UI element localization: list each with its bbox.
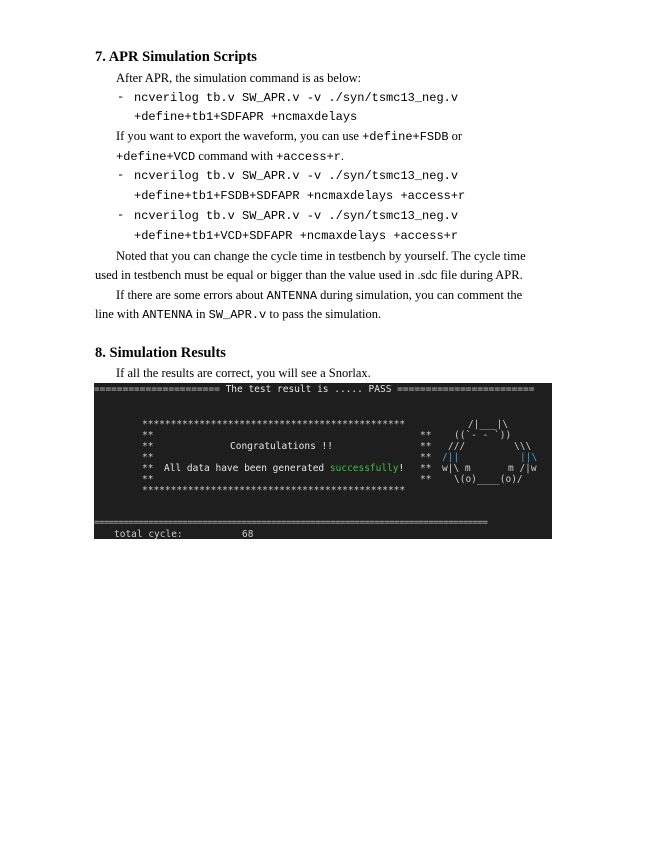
successfully-word: successfully xyxy=(329,463,399,474)
all-data-message xyxy=(164,463,404,474)
antenna-code-1: ANTENNA xyxy=(266,289,318,303)
antenna-paragraph-line-2 xyxy=(95,306,381,323)
section-8-heading: 8. Simulation Results xyxy=(95,345,226,361)
export-code-vcd: +define+VCD xyxy=(116,150,196,164)
total-cycle-value: 68 xyxy=(242,529,254,539)
section-7-heading: 7. APR Simulation Scripts xyxy=(95,49,257,65)
snorlax-row-6: \(o)____(o)/ xyxy=(454,474,523,485)
terminal-rule: ================================================================================ xyxy=(94,519,488,527)
snorlax-row-4-right: ||\ xyxy=(520,452,538,463)
banner-right-rule: ======================== xyxy=(397,384,535,395)
snorlax-row-3-right: \\\ xyxy=(514,441,532,452)
banner-left-rule: ====================== xyxy=(94,384,220,395)
command-3-line-1: ncverilog tb.v SW_APR.v -v ./syn/tsmc13_neg.v xyxy=(134,209,459,223)
banner-text: The test result is ..... PASS xyxy=(219,384,398,395)
section-8-intro: If all the results are correct, you will see a Snorlax. xyxy=(116,366,371,380)
all-data-prefix: All data have been generated xyxy=(164,463,330,474)
export-text-3: command with xyxy=(195,149,277,163)
stars-edge-right: ** xyxy=(420,474,432,485)
stars-top: ********************************************** xyxy=(142,419,406,430)
antenna-text-2: during simulation, you can comment the xyxy=(317,288,523,302)
snorlax-row-3-left: /// xyxy=(448,441,466,452)
stars-edge-right: ** xyxy=(420,463,432,474)
snorlax-row-2: ((`- - `)) xyxy=(454,430,512,441)
terminal-screenshot xyxy=(94,383,552,539)
congratulations-text: Congratulations !! xyxy=(230,441,333,452)
stars-edge-left: ** xyxy=(142,463,154,474)
stars-edge-left: ** xyxy=(142,430,154,441)
export-text-2: or xyxy=(448,129,463,143)
command-3-line-2: +define+tb1+VCD+SDFAPR +ncmaxdelays +access+r xyxy=(134,229,459,243)
stars-edge-right: ** xyxy=(420,430,432,441)
stars-edge-left: ** xyxy=(142,474,154,485)
total-cycle-label: total cycle: xyxy=(114,529,183,539)
export-text-4: . xyxy=(340,149,345,163)
command-1-line-1: ncverilog tb.v SW_APR.v -v ./syn/tsmc13_neg.v xyxy=(134,91,459,105)
antenna-text-1: If there are some errors about xyxy=(116,288,267,302)
export-code-fsdb: +define+FSDB xyxy=(362,130,449,144)
snorlax-row-4-left: /|| xyxy=(442,452,460,463)
bullet-dash: - xyxy=(117,90,125,104)
snorlax-row-1: /|___|\ xyxy=(468,419,509,430)
stars-edge-left: ** xyxy=(142,441,154,452)
bullet-dash: - xyxy=(117,168,125,182)
antenna-code-file: SW_APR.v xyxy=(208,308,267,322)
antenna-text-4: in xyxy=(192,307,209,321)
command-2-line-2: +define+tb1+FSDB+SDFAPR +ncmaxdelays +access+r xyxy=(134,189,466,203)
stars-edge-left: ** xyxy=(142,452,154,463)
command-1-line-2: +define+tb1+SDFAPR +ncmaxdelays xyxy=(134,110,358,124)
antenna-code-2: ANTENNA xyxy=(142,308,193,322)
antenna-paragraph-line-1 xyxy=(116,287,522,304)
note-line-2: used in testbench must be equal or bigger than the value used in .sdc file during APR. xyxy=(95,268,523,282)
export-text-1: If you want to export the waveform, you can use xyxy=(116,129,363,143)
note-line-1: Noted that you can change the cycle time in testbench by yourself. The cycle time xyxy=(116,249,526,263)
command-2-line-1: ncverilog tb.v SW_APR.v -v ./syn/tsmc13_neg.v xyxy=(134,169,459,183)
bullet-dash: - xyxy=(117,208,125,222)
snorlax-row-5-right: m /|w xyxy=(508,463,537,474)
all-data-suffix: ! xyxy=(398,463,405,474)
stars-bottom: ********************************************** xyxy=(142,485,406,496)
export-code-access: +access+r xyxy=(276,150,341,164)
stars-edge-right: ** xyxy=(420,441,432,452)
snorlax-row-5-left: w|\ m xyxy=(442,463,471,474)
terminal-banner xyxy=(94,384,534,395)
antenna-text-3: line with xyxy=(95,307,143,321)
section-7-intro: After APR, the simulation command is as below: xyxy=(116,71,362,85)
export-paragraph-line-1 xyxy=(116,128,462,145)
export-paragraph-line-2 xyxy=(116,148,344,165)
stars-edge-right: ** xyxy=(420,452,432,463)
antenna-text-5: to pass the simulation. xyxy=(266,307,382,321)
